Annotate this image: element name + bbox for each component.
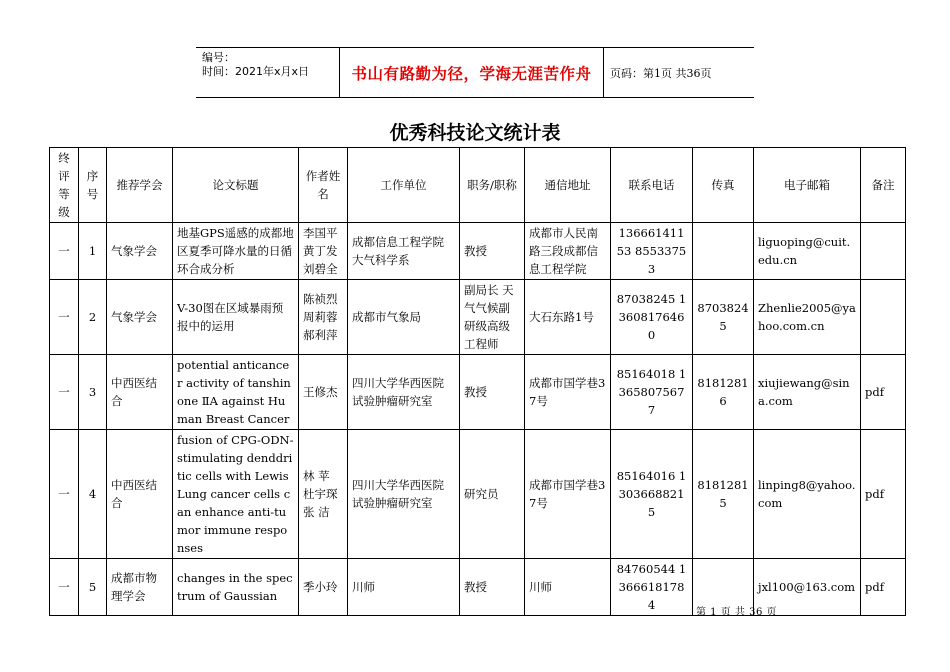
cell-position: 研究员 — [460, 430, 525, 559]
cell-paper: V-30图在区域暴雨预报中的运用 — [173, 280, 299, 355]
cell-email: liguoping@cuit.edu.cn — [754, 223, 861, 280]
cell-grade: 一 — [50, 430, 79, 559]
cell-note: pdf — [861, 430, 906, 559]
cell-note: pdf — [861, 559, 906, 616]
col-header-paper: 论文标题 — [173, 148, 299, 223]
cell-phone: 13666141153 85533753 — [611, 223, 693, 280]
cell-authors: 季小玲 — [299, 559, 348, 616]
cell-no: 4 — [79, 430, 107, 559]
cell-position: 教授 — [460, 559, 525, 616]
cell-phone: 85164016 13036688215 — [611, 430, 693, 559]
cell-society: 气象学会 — [107, 280, 173, 355]
table-row — [50, 223, 906, 280]
header-motto: 书山有路勤为径，学海无涯苦作舟 — [339, 48, 604, 97]
cell-email: xiujiewang@sina.com — [754, 355, 861, 430]
col-header-position: 职务/职称 — [460, 148, 525, 223]
cell-position: 副局长 天气气候副研级高级工程师 — [460, 280, 525, 355]
cell-email: Zhenlie2005@yahoo.com.cn — [754, 280, 861, 355]
cell-grade: 一 — [50, 280, 79, 355]
cell-email: jxl100@163.com — [754, 559, 861, 616]
cell-org: 成都市气象局 — [348, 280, 460, 355]
cell-grade: 一 — [50, 223, 79, 280]
document-header — [196, 47, 754, 98]
header-page-code: 页码：第1页 共36页 — [610, 66, 712, 80]
cell-fax — [693, 223, 754, 280]
header-info — [196, 48, 339, 97]
number-label: 编号： — [202, 51, 235, 64]
cell-authors: 王修杰 — [299, 355, 348, 430]
page-title: 优秀科技论文统计表 — [389, 122, 561, 144]
table-row — [50, 280, 906, 355]
col-header-fax: 传真 — [693, 148, 754, 223]
cell-position: 教授 — [460, 355, 525, 430]
cell-phone: 84760544 13666181784 — [611, 559, 693, 616]
cell-authors: 陈祯烈 周莉蓉 郝利萍 — [299, 280, 348, 355]
cell-org: 成都信息工程学院大气科学系 — [348, 223, 460, 280]
col-header-address: 通信地址 — [525, 148, 611, 223]
table-header-row — [50, 148, 906, 223]
cell-note — [861, 280, 906, 355]
cell-no: 3 — [79, 355, 107, 430]
time-label: 时间：2021年x月x日 — [202, 65, 310, 78]
table-row — [50, 430, 906, 559]
cell-phone: 85164018 13658075677 — [611, 355, 693, 430]
cell-fax: 87038245 — [693, 280, 754, 355]
cell-paper: fusion of CPG-ODN-stimulating denddritic cells with Lewis Lung cancer cells can enhance anti-tumor immune responses — [173, 430, 299, 559]
cell-note — [861, 223, 906, 280]
cell-no: 2 — [79, 280, 107, 355]
cell-note: pdf — [861, 355, 906, 430]
paper-stats-table — [49, 147, 906, 616]
cell-paper: changes in the spectrum of Gaussian — [173, 559, 299, 616]
page-footer: 第 1 页 共 36 页 — [696, 607, 777, 618]
col-header-note: 备注 — [861, 148, 906, 223]
cell-position: 教授 — [460, 223, 525, 280]
cell-authors: 林 苹 杜宇琛 张 洁 — [299, 430, 348, 559]
cell-address: 成都市国学巷37号 — [525, 430, 611, 559]
table-row — [50, 355, 906, 430]
col-header-grade: 终评等级 — [50, 148, 79, 223]
cell-grade: 一 — [50, 559, 79, 616]
cell-society: 成都市物理学会 — [107, 559, 173, 616]
cell-authors: 李国平 黄丁发 刘碧全 — [299, 223, 348, 280]
cell-email: linping8@yahoo.com — [754, 430, 861, 559]
cell-no: 5 — [79, 559, 107, 616]
col-header-society: 推荐学会 — [107, 148, 173, 223]
cell-org: 川师 — [348, 559, 460, 616]
col-header-org: 工作单位 — [348, 148, 460, 223]
col-header-email: 电子邮箱 — [754, 148, 861, 223]
cell-address: 成都市国学巷37号 — [525, 355, 611, 430]
cell-society: 中西医结合 — [107, 430, 173, 559]
cell-fax: 81812816 — [693, 355, 754, 430]
cell-society: 中西医结合 — [107, 355, 173, 430]
cell-org: 四川大学华西医院试验肿瘤研究室 — [348, 355, 460, 430]
col-header-phone: 联系电话 — [611, 148, 693, 223]
cell-address: 川师 — [525, 559, 611, 616]
cell-no: 1 — [79, 223, 107, 280]
col-header-authors: 作者姓名 — [299, 148, 348, 223]
cell-address: 成都市人民南路三段成都信息工程学院 — [525, 223, 611, 280]
cell-paper: 地基GPS遥感的成都地区夏季可降水量的日循环合成分析 — [173, 223, 299, 280]
cell-address: 大石东路1号 — [525, 280, 611, 355]
cell-society: 气象学会 — [107, 223, 173, 280]
table-row — [50, 559, 906, 616]
col-header-no: 序号 — [79, 148, 107, 223]
cell-paper: potential anticancer activity of tanshinone ⅡA against Human Breast Cancer — [173, 355, 299, 430]
cell-grade: 一 — [50, 355, 79, 430]
cell-org: 四川大学华西医院试验肿瘤研究室 — [348, 430, 460, 559]
cell-phone: 87038245 13608176460 — [611, 280, 693, 355]
cell-fax: 81812815 — [693, 430, 754, 559]
